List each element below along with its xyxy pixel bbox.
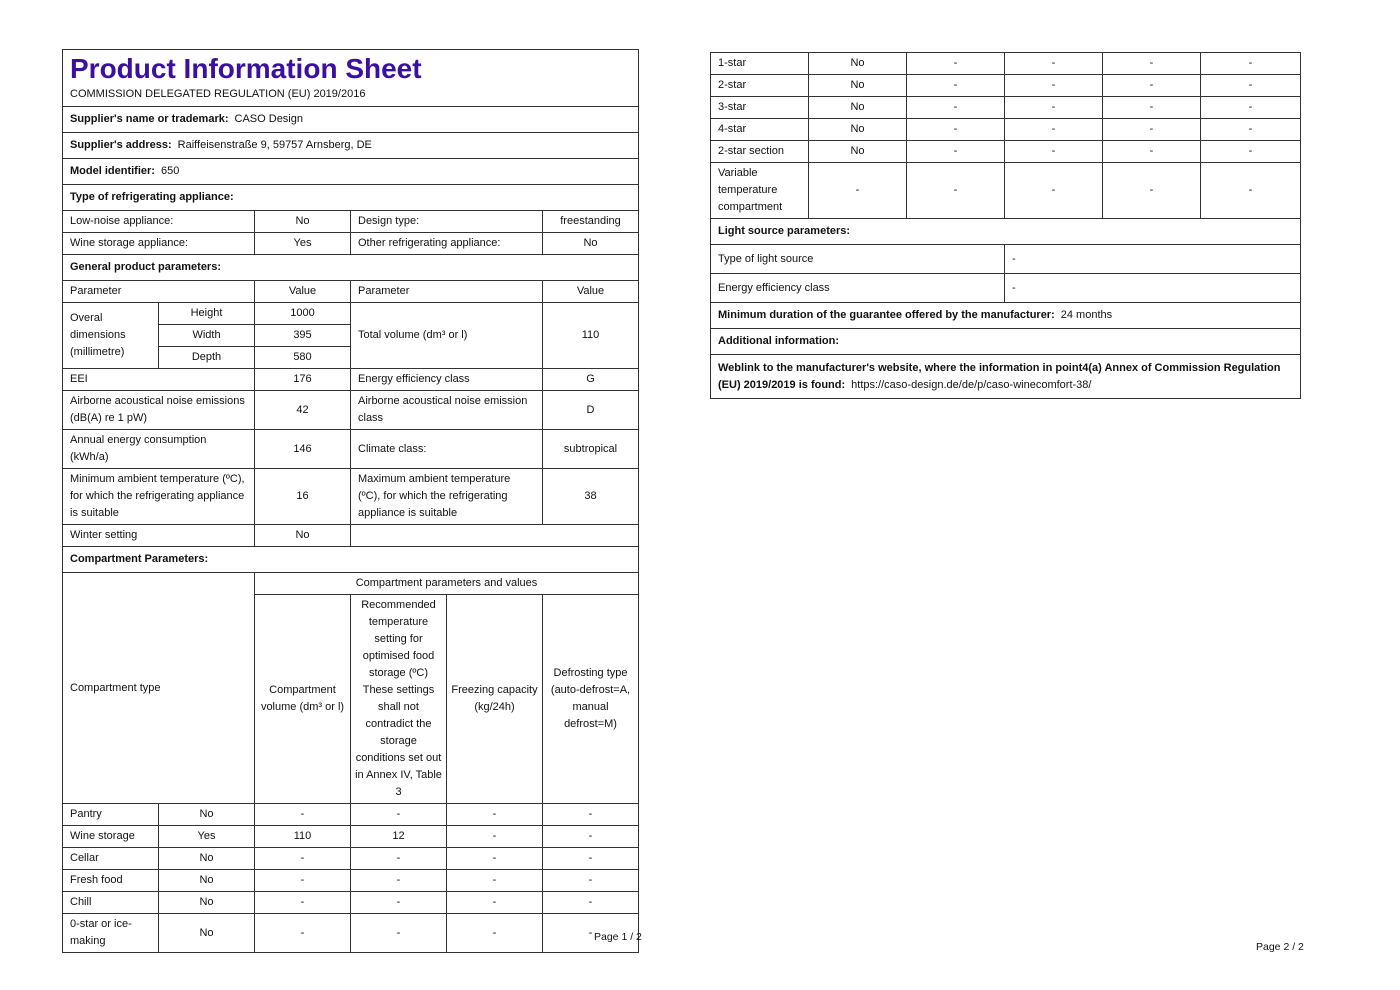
noise-row [63, 391, 639, 430]
compartment-volume: - [907, 75, 1005, 97]
light-source-type-row [711, 245, 1301, 274]
supplier-address-label: Supplier's address: [70, 139, 172, 151]
general-parameters-heading: General product parameters: [63, 255, 639, 281]
compartment-volume-header: Compartment volume (dm³ or l) [255, 595, 351, 804]
parameter-header: Parameter [63, 281, 255, 303]
table-row [711, 97, 1301, 119]
compartment-volume: - [255, 892, 351, 914]
title-cell [63, 50, 639, 107]
compartment-name: 4-star [711, 119, 809, 141]
compartment-temperature: - [351, 870, 447, 892]
compartment-defrost: - [1201, 97, 1301, 119]
compartment-present: No [159, 870, 255, 892]
compartment-defrost: - [543, 870, 639, 892]
page-number-2: Page 2 / 2 [1256, 941, 1304, 953]
width-value: 395 [255, 325, 351, 347]
compartment-name: Wine storage [63, 826, 159, 848]
compartment-freezing: - [1103, 119, 1201, 141]
general-heading-row [63, 255, 639, 281]
light-source-heading-row [711, 219, 1301, 245]
compartment-present: No [159, 804, 255, 826]
page-title: Product Information Sheet [70, 53, 422, 84]
wine-storage-row [63, 233, 639, 255]
depth-label: Depth [159, 347, 255, 369]
compartment-name: 3-star [711, 97, 809, 119]
supplier-name-value: CASO Design [234, 113, 303, 125]
additional-info-heading: Additional information: [711, 329, 1301, 355]
compartment-volume: - [255, 848, 351, 870]
light-source-class-label: Energy efficiency class [711, 274, 1005, 303]
compartment-temperature: - [1005, 163, 1103, 219]
compartment-present: No [159, 848, 255, 870]
other-appliance-value: No [543, 233, 639, 255]
compartment-volume: - [255, 870, 351, 892]
table-row [63, 826, 639, 848]
compartment-defrost: - [543, 848, 639, 870]
compartment-volume: - [907, 163, 1005, 219]
compartment-present: - [809, 163, 907, 219]
compartment-defrost: - [543, 826, 639, 848]
compartment-volume: - [907, 53, 1005, 75]
compartment-volume: - [907, 119, 1005, 141]
design-type-label: Design type: [351, 211, 543, 233]
compartment-volume: - [255, 914, 351, 953]
noise-class-label: Airborne acoustical noise emission class [351, 391, 543, 430]
compartment-freezing: - [447, 804, 543, 826]
climate-class-label: Climate class: [351, 430, 543, 469]
supplier-name-label: Supplier's name or trademark: [70, 113, 229, 125]
guarantee-label: Minimum duration of the guarantee offered by the manufacturer: [718, 309, 1055, 321]
compartment-temperature: - [1005, 53, 1103, 75]
parameter-header-2: Parameter [351, 281, 543, 303]
compartment-defrost: - [1201, 119, 1301, 141]
compartment-name: 0-star or ice-making [63, 914, 159, 953]
compartment-present: No [809, 97, 907, 119]
compartment-temperature: - [351, 804, 447, 826]
winter-setting-row [63, 525, 639, 547]
guarantee-row [711, 303, 1301, 329]
climate-class-value: subtropical [543, 430, 639, 469]
compartment-freezing: - [447, 914, 543, 953]
weblink-row [711, 355, 1301, 399]
weblink-label: Weblink to the manufacturer's website, where the information in point4(a) Annex of Commission Regulation (EU) 2019/2019 is found: [718, 361, 1281, 391]
guarantee-cell [711, 303, 1301, 329]
dimensions-height-row [63, 303, 639, 325]
compartment-temperature: - [1005, 75, 1103, 97]
compartment-temperature: - [351, 914, 447, 953]
compartment-defrost: - [543, 804, 639, 826]
min-temperature-label: Minimum ambient temperature (ºC), for which the refrigerating appliance is suitable [63, 469, 255, 525]
compartment-freezing: - [447, 826, 543, 848]
compartment-defrost: - [543, 892, 639, 914]
compartment-temperature: - [351, 848, 447, 870]
supplier-address-row [63, 133, 639, 159]
light-source-class-row [711, 274, 1301, 303]
additional-info-heading-row [711, 329, 1301, 355]
compartment-group-header-row [63, 573, 639, 595]
page-number-1: Page 1 / 2 [594, 931, 642, 943]
compartment-name: Chill [63, 892, 159, 914]
compartment-defrost: - [1201, 141, 1301, 163]
light-source-class-value: - [1005, 274, 1301, 303]
compartment-present: No [809, 141, 907, 163]
table-row [63, 892, 639, 914]
compartment-temperature: - [351, 892, 447, 914]
model-row [63, 159, 639, 185]
product-information-sheet-page-1 [62, 49, 639, 953]
supplier-name-row [63, 107, 639, 133]
table-row [63, 804, 639, 826]
height-value: 1000 [255, 303, 351, 325]
compartment-volume: - [907, 97, 1005, 119]
table-row [63, 848, 639, 870]
annual-energy-label: Annual energy consumption (kWh/a) [63, 430, 255, 469]
compartment-volume: - [907, 141, 1005, 163]
compartment-freezing: - [1103, 75, 1201, 97]
dimensions-label: Overal dimensions (millimetre) [63, 303, 159, 369]
total-volume-label: Total volume (dm³ or l) [351, 303, 543, 369]
general-header-row [63, 281, 639, 303]
design-type-value: freestanding [543, 211, 639, 233]
energy-class-label: Energy efficiency class [351, 369, 543, 391]
compartment-name: 2-star section [711, 141, 809, 163]
compartment-name: Variable temperature compartment [711, 163, 809, 219]
annual-energy-row [63, 430, 639, 469]
model-cell [63, 159, 639, 185]
compartment-present: No [159, 892, 255, 914]
compartment-present: No [809, 75, 907, 97]
compartment-freezing: - [447, 892, 543, 914]
max-temperature-value: 38 [543, 469, 639, 525]
compartment-name: 2-star [711, 75, 809, 97]
compartment-temperature: 12 [351, 826, 447, 848]
other-appliance-label: Other refrigerating appliance: [351, 233, 543, 255]
table-row [63, 870, 639, 892]
height-label: Height [159, 303, 255, 325]
light-source-heading: Light source parameters: [711, 219, 1301, 245]
compartment-freezing: - [1103, 141, 1201, 163]
compartment-freezing: - [447, 848, 543, 870]
value-header: Value [255, 281, 351, 303]
compartment-freezing: - [1103, 97, 1201, 119]
guarantee-value: 24 months [1060, 309, 1113, 321]
compartment-parameters-heading: Compartment Parameters: [63, 547, 639, 573]
freezing-capacity-header: Freezing capacity (kg/24h) [447, 595, 543, 804]
low-noise-row [63, 211, 639, 233]
noise-class-value: D [543, 391, 639, 430]
min-temperature-value: 16 [255, 469, 351, 525]
compartment-name: 1-star [711, 53, 809, 75]
ambient-temperature-row [63, 469, 639, 525]
weblink-cell [711, 355, 1301, 399]
eei-row [63, 369, 639, 391]
table-row [711, 163, 1301, 219]
wine-storage-label: Wine storage appliance: [63, 233, 255, 255]
compartment-present: Yes [159, 826, 255, 848]
compartment-name: Pantry [63, 804, 159, 826]
compartment-freezing: - [447, 870, 543, 892]
title-row [63, 50, 639, 107]
compartment-present: No [809, 119, 907, 141]
compartment-present: No [159, 914, 255, 953]
low-noise-value: No [255, 211, 351, 233]
compartment-name: Fresh food [63, 870, 159, 892]
low-noise-label: Low-noise appliance: [63, 211, 255, 233]
wine-storage-value: Yes [255, 233, 351, 255]
defrosting-type-header: Defrosting type (auto-defrost=A, manual defrost=M) [543, 595, 639, 804]
compartment-name: Cellar [63, 848, 159, 870]
supplier-name-cell [63, 107, 639, 133]
eei-label: EEI [63, 369, 255, 391]
model-value: 650 [160, 165, 180, 177]
supplier-address-cell [63, 133, 639, 159]
compartment-temperature: - [1005, 141, 1103, 163]
table-row [711, 75, 1301, 97]
compartment-defrost: - [543, 914, 639, 953]
width-label: Width [159, 325, 255, 347]
compartment-freezing: - [1103, 163, 1201, 219]
noise-label: Airborne acoustical noise emissions (dB(A) re 1 pW) [63, 391, 255, 430]
appliance-type-heading-row [63, 185, 639, 211]
supplier-address-value: Raiffeisenstraße 9, 59757 Arnsberg, DE [177, 139, 372, 151]
noise-value: 42 [255, 391, 351, 430]
appliance-type-heading: Type of refrigerating appliance: [63, 185, 639, 211]
compartment-defrost: - [1201, 53, 1301, 75]
model-label: Model identifier: [70, 165, 155, 177]
compartment-group-header: Compartment parameters and values [255, 573, 639, 595]
total-volume-value: 110 [543, 303, 639, 369]
table-row [711, 119, 1301, 141]
light-source-type-label: Type of light source [711, 245, 1005, 274]
compartment-freezing: - [1103, 53, 1201, 75]
light-source-type-value: - [1005, 245, 1301, 274]
manufacturer-weblink[interactable]: https://caso-design.de/de/p/caso-winecomfort-38/ [851, 378, 1092, 391]
depth-value: 580 [255, 347, 351, 369]
compartment-temperature: - [1005, 97, 1103, 119]
compartment-volume: 110 [255, 826, 351, 848]
annual-energy-value: 146 [255, 430, 351, 469]
compartment-defrost: - [1201, 75, 1301, 97]
regulation-text: COMMISSION DELEGATED REGULATION (EU) 2019/2016 [70, 88, 366, 100]
energy-class-value: G [543, 369, 639, 391]
value-header-2: Value [543, 281, 639, 303]
product-information-sheet-page-2 [710, 52, 1301, 399]
table-row [63, 914, 639, 953]
max-temperature-label: Maximum ambient temperature (ºC), for which the refrigerating appliance is suitable [351, 469, 543, 525]
table-row [711, 53, 1301, 75]
eei-value: 176 [255, 369, 351, 391]
compartment-present: No [809, 53, 907, 75]
empty-cell [351, 525, 639, 547]
compartment-temperature: - [1005, 119, 1103, 141]
recommended-temperature-header: Recommended temperature setting for optimised food storage (ºC) These settings shall not contradict the storage conditions set out in Annex IV, Table 3 [351, 595, 447, 804]
winter-setting-label: Winter setting [63, 525, 255, 547]
winter-setting-value: No [255, 525, 351, 547]
table-row [711, 141, 1301, 163]
compartment-heading-row [63, 547, 639, 573]
compartment-defrost: - [1201, 163, 1301, 219]
compartment-volume: - [255, 804, 351, 826]
compartment-type-header: Compartment type [63, 573, 255, 804]
